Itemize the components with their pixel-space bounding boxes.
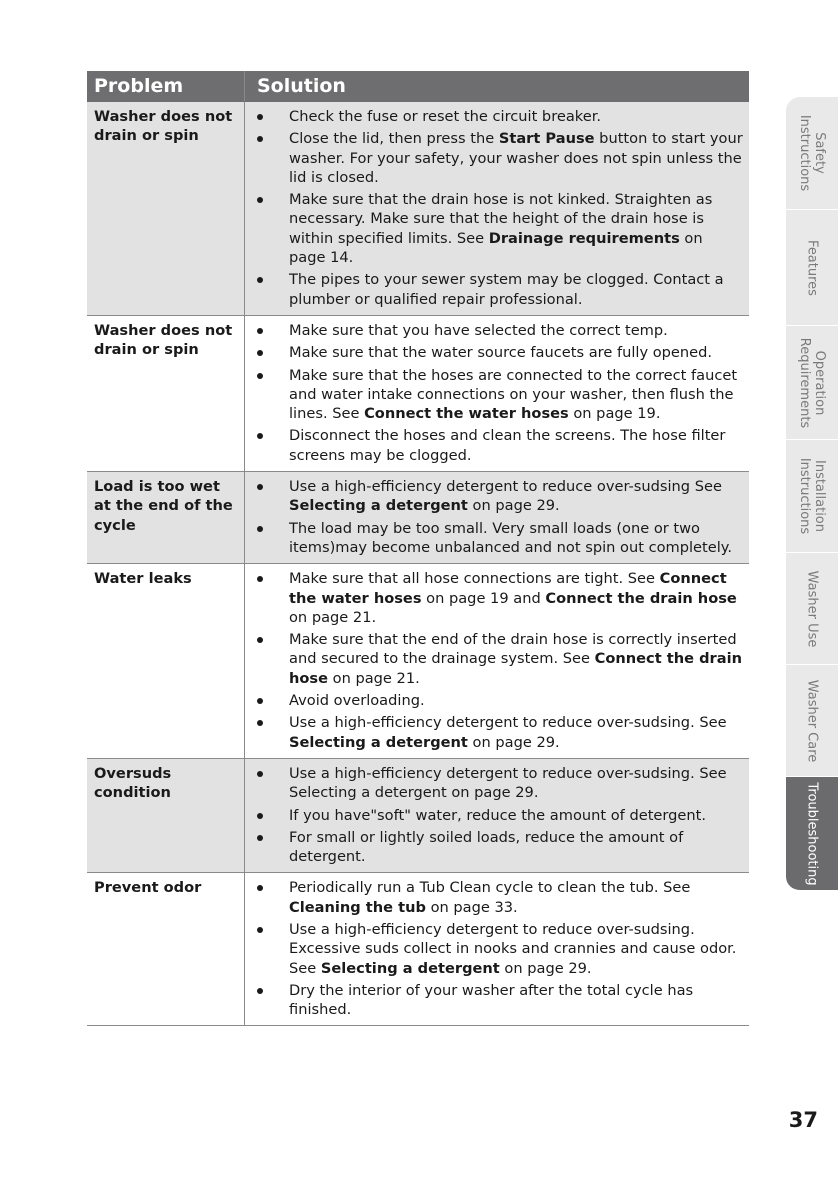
solution-cell [245, 315, 750, 471]
bullet-icon [257, 576, 263, 582]
bullet-icon [257, 835, 263, 841]
bullet-icon [257, 484, 263, 490]
solution-text: The pipes to your sewer system may be clogged. Contact a plumber or qualified repair professional. [289, 271, 724, 308]
problem-cell: Washer does not drain or spin [87, 102, 245, 316]
troubleshooting-table [87, 71, 749, 1026]
problem-cell: Oversuds condition [87, 758, 245, 872]
solution-item [255, 806, 743, 825]
solution-item [255, 920, 743, 978]
solution-item [255, 569, 743, 627]
solution-text: Close the lid, then press the [289, 130, 499, 148]
problem-cell: Prevent odor [87, 873, 245, 1026]
reference-text: Connect the drain hose [289, 650, 742, 687]
solution-item [255, 426, 743, 465]
bullet-icon [257, 813, 263, 819]
solution-text: Dry the interior of your washer after the total cycle has finished. [289, 981, 694, 1019]
solution-cell [245, 564, 750, 759]
solution-text: Make sure that you have selected the correct temp. [289, 321, 668, 339]
solution-item [255, 129, 743, 187]
table-row [87, 873, 749, 1026]
side-tabs [786, 97, 838, 891]
solution-item [255, 107, 743, 126]
side-tab-label: Installation Instructions [797, 457, 827, 535]
reference-text: Drainage requirements [488, 229, 680, 247]
solution-item [255, 366, 743, 424]
solution-text: Periodically run a Tub Clean cycle to clean the tub. See [289, 879, 691, 897]
solution-text: Use a high-efficiency detergent to reduce over-sudsing. Excessive suds collect in nooks and crannies and cause odor. See [289, 920, 737, 977]
bullet-icon [257, 114, 263, 120]
solution-text: Make sure that the water source faucets are fully opened. [289, 344, 713, 362]
solution-text: on page 29. [467, 497, 560, 515]
solution-cell [245, 472, 750, 564]
solution-text: Make sure that all hose connections are tight. See [289, 570, 660, 588]
bullet-icon [257, 350, 263, 356]
reference-text: Cleaning the tub [289, 898, 426, 916]
solution-text: on page 29. [499, 959, 592, 977]
header-problem: Problem [87, 71, 245, 102]
solution-text: Use a high-efficiency detergent to reduce over-sudsing. See Selecting a detergent on page 29. [289, 764, 727, 802]
bullet-icon [257, 197, 263, 203]
side-tab-washer-use[interactable] [786, 553, 838, 665]
solution-text: on page 21. [289, 608, 377, 626]
bullet-icon [257, 698, 263, 704]
solution-text: on page 19. [568, 405, 661, 423]
side-tab-safety-instructions[interactable] [786, 97, 838, 210]
reference-text: Selecting a detergent [289, 497, 468, 515]
side-tab-label: Troubleshooting [804, 781, 820, 886]
solution-list [255, 569, 743, 752]
solution-item [255, 764, 743, 803]
table-row [87, 472, 749, 564]
problem-cell: Water leaks [87, 564, 245, 759]
side-tab-label: Features [804, 239, 820, 296]
side-tab-installation-instructions[interactable] [786, 440, 838, 553]
solution-cell [245, 758, 750, 872]
solution-text: Make sure that the end of the drain hose is correctly inserted and secured to the drainage system. See [289, 631, 737, 668]
solution-item [255, 981, 743, 1020]
side-tab-washer-care[interactable] [786, 665, 838, 777]
solution-item [255, 828, 743, 867]
reference-text: Connect the drain hose [545, 589, 737, 607]
bullet-icon [257, 373, 263, 379]
solution-cell [245, 102, 750, 316]
solution-text: The load may be too small. Very small loads (one or two items)may become unbalanced and not spin out completely. [289, 519, 732, 556]
table-row [87, 564, 749, 759]
solution-text: For small or lightly soiled loads, reduce the amount of detergent. [289, 828, 684, 866]
solution-text: Make sure that the drain hose is not kinked. Straighten as necessary. Make sure that the height of the drain hose is within specified limits. See [289, 191, 713, 247]
solution-text: button to start your washer. For your safety, your washer does not spin unless the lid is closed. [289, 130, 743, 186]
solution-text: on page 14. [289, 229, 703, 267]
solution-list [255, 477, 743, 557]
bullet-icon [257, 885, 263, 891]
side-tab-features[interactable] [786, 210, 838, 326]
bullet-icon [257, 720, 263, 726]
problem-cell: Washer does not drain or spin [87, 315, 245, 471]
solution-text: Check the fuse or reset the circuit breaker. [289, 108, 602, 125]
reference-text: Connect the water hoses [364, 405, 569, 423]
bullet-icon [257, 328, 263, 334]
table-row [87, 102, 749, 316]
reference-text: Start Pause [498, 130, 595, 148]
solution-list [255, 764, 743, 866]
bullet-icon [257, 526, 263, 532]
bullet-icon [257, 771, 263, 777]
solution-item [255, 270, 743, 309]
table-row [87, 758, 749, 872]
solution-item [255, 630, 743, 688]
solution-text: Avoid overloading. [289, 692, 425, 710]
reference-text: Selecting a detergent [320, 959, 500, 977]
solution-item [255, 878, 743, 917]
solution-item [255, 691, 743, 710]
side-tab-operation-requirements[interactable] [786, 326, 838, 440]
header-solution: Solution [245, 71, 750, 102]
table-body [87, 102, 749, 1026]
side-tab-label: Washer Care [804, 679, 820, 762]
solution-item [255, 477, 743, 516]
solution-item [255, 321, 743, 340]
bullet-icon [257, 136, 263, 142]
problem-cell: Load is too wet at the end of the cycle [87, 472, 245, 564]
solution-text: Use a high-efficiency detergent to reduce over-sudsing. See [289, 714, 727, 732]
solution-text: Disconnect the hoses and clean the screens. The hose filter screens may be clogged. [289, 427, 726, 464]
page-number: 37 [788, 1108, 818, 1132]
solution-item [255, 343, 743, 362]
solution-text: on page 21. [328, 669, 420, 687]
side-tab-troubleshooting[interactable] [786, 777, 838, 891]
solution-text: Make sure that the hoses are connected to the correct faucet and water intake connections on your washer, then flush the lines. See [289, 366, 738, 423]
reference-text: Connect the water hoses [289, 570, 727, 607]
solution-text: If you have"soft" water, reduce the amount of detergent. [289, 806, 706, 824]
solution-text: Use a high-efficiency detergent to reduce over-sudsing See [289, 478, 722, 496]
side-tab-label: Operation Requirements [797, 337, 827, 428]
bullet-icon [257, 988, 263, 994]
solution-cell [245, 873, 750, 1026]
solution-text: on page 33. [425, 898, 518, 916]
bullet-icon [257, 433, 263, 439]
bullet-icon [257, 277, 263, 283]
solution-item [255, 713, 743, 752]
solution-list [255, 321, 743, 465]
solution-item [255, 519, 743, 558]
table-header-row [87, 71, 749, 102]
side-tab-label: Washer Use [804, 570, 820, 647]
table-row [87, 315, 749, 471]
side-tab-label: Safety Instructions [797, 114, 827, 192]
solution-text: on page 19 and [421, 589, 546, 607]
solution-text: on page 29. [467, 733, 560, 751]
bullet-icon [257, 927, 263, 933]
solution-list [255, 878, 743, 1019]
bullet-icon [257, 637, 263, 643]
solution-item [255, 190, 743, 267]
reference-text: Selecting a detergent [289, 733, 468, 751]
solution-list [255, 107, 743, 309]
